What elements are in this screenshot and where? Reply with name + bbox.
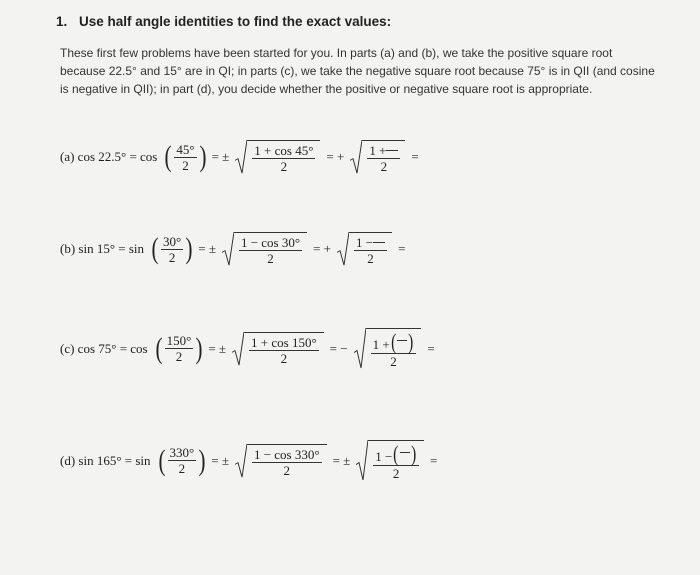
problem-b-answer-radical: $\frac{1 -}{2}$ [337, 232, 392, 266]
problem-d-radical: $\frac{1 - \cos 330^\circ}{2}$ [235, 444, 327, 478]
question-number: 1. [56, 14, 68, 29]
problem-a-label: (a) cos 22.5° = cos [60, 149, 158, 164]
answer-blank[interactable] [400, 452, 410, 453]
problem-d-angle-fraction: $\frac{330^\circ}{2}$ [169, 445, 195, 476]
problem-a: (a) cos 22.5° = cos ( $\frac{45^\circ}{2}$ ) = ± $\frac{1 + \cos 45^\circ}{2}$ = + $\frac{1 +}{2}$ = [60, 140, 419, 174]
problem-c-answer-radical: 1 + ( ) 2 [354, 328, 422, 369]
answer-blank[interactable] [373, 242, 385, 243]
question-heading [56, 14, 391, 29]
problem-c-label: (c) cos 75° = cos [60, 340, 148, 356]
problem-d-label: (d) sin 165° = sin [60, 452, 151, 468]
problem-a-radical: $\frac{1 + \cos 45^\circ}{2}$ [235, 140, 320, 174]
problem-c-radical: $\frac{1 + \cos 150^\circ}{2}$ [232, 332, 324, 366]
problem-b-angle-fraction: $\frac{30^\circ}{2}$ [163, 233, 182, 265]
intro-paragraph: These first few problems have been started for you. In parts (a) and (b), we take the positive square root because 22.5° and 15° are in QI; in parts (c), we take the negative square root because 75° is in QII (and cosine is negative in QII); in part (d), you decide whether the positive or negative square root is appropriate. [60, 46, 655, 96]
problem-d-answer-radical: 1 − ( ) 2 [356, 440, 424, 481]
problem-d: (d) sin 165° = sin ( $\frac{330^\circ}{2}$ ) = ± $\frac{1 - \cos 330^\circ}{2}$ = ± 1 − ( ) 2 = [60, 441, 438, 481]
question-title: Use half angle identities to find the exact values: [79, 14, 392, 29]
problem-c: (c) cos 75° = cos ( $\frac{150^\circ}{2}$ ) = ± $\frac{1 + \cos 150^\circ}{2}$ = − 1 + ( ) 2 = [60, 329, 435, 369]
problem-b-label: (b) sin 15° = sin [60, 241, 145, 256]
problem-c-angle-fraction: $\frac{150^\circ}{2}$ [166, 333, 192, 364]
answer-blank[interactable] [386, 150, 398, 151]
answer-blank[interactable] [397, 340, 407, 341]
problem-b-radical: $\frac{1 - \cos 30^\circ}{2}$ [222, 232, 307, 266]
problem-a-angle-fraction: $\frac{45^\circ}{2}$ [176, 141, 195, 173]
problem-b: (b) sin 15° = sin ( $\frac{30^\circ}{2}$ ) = ± $\frac{1 - \cos 30^\circ}{2}$ = + $\frac{1 -}{2}$ = [60, 232, 406, 266]
problem-a-answer-radical: $\frac{1 +}{2}$ [350, 140, 405, 174]
